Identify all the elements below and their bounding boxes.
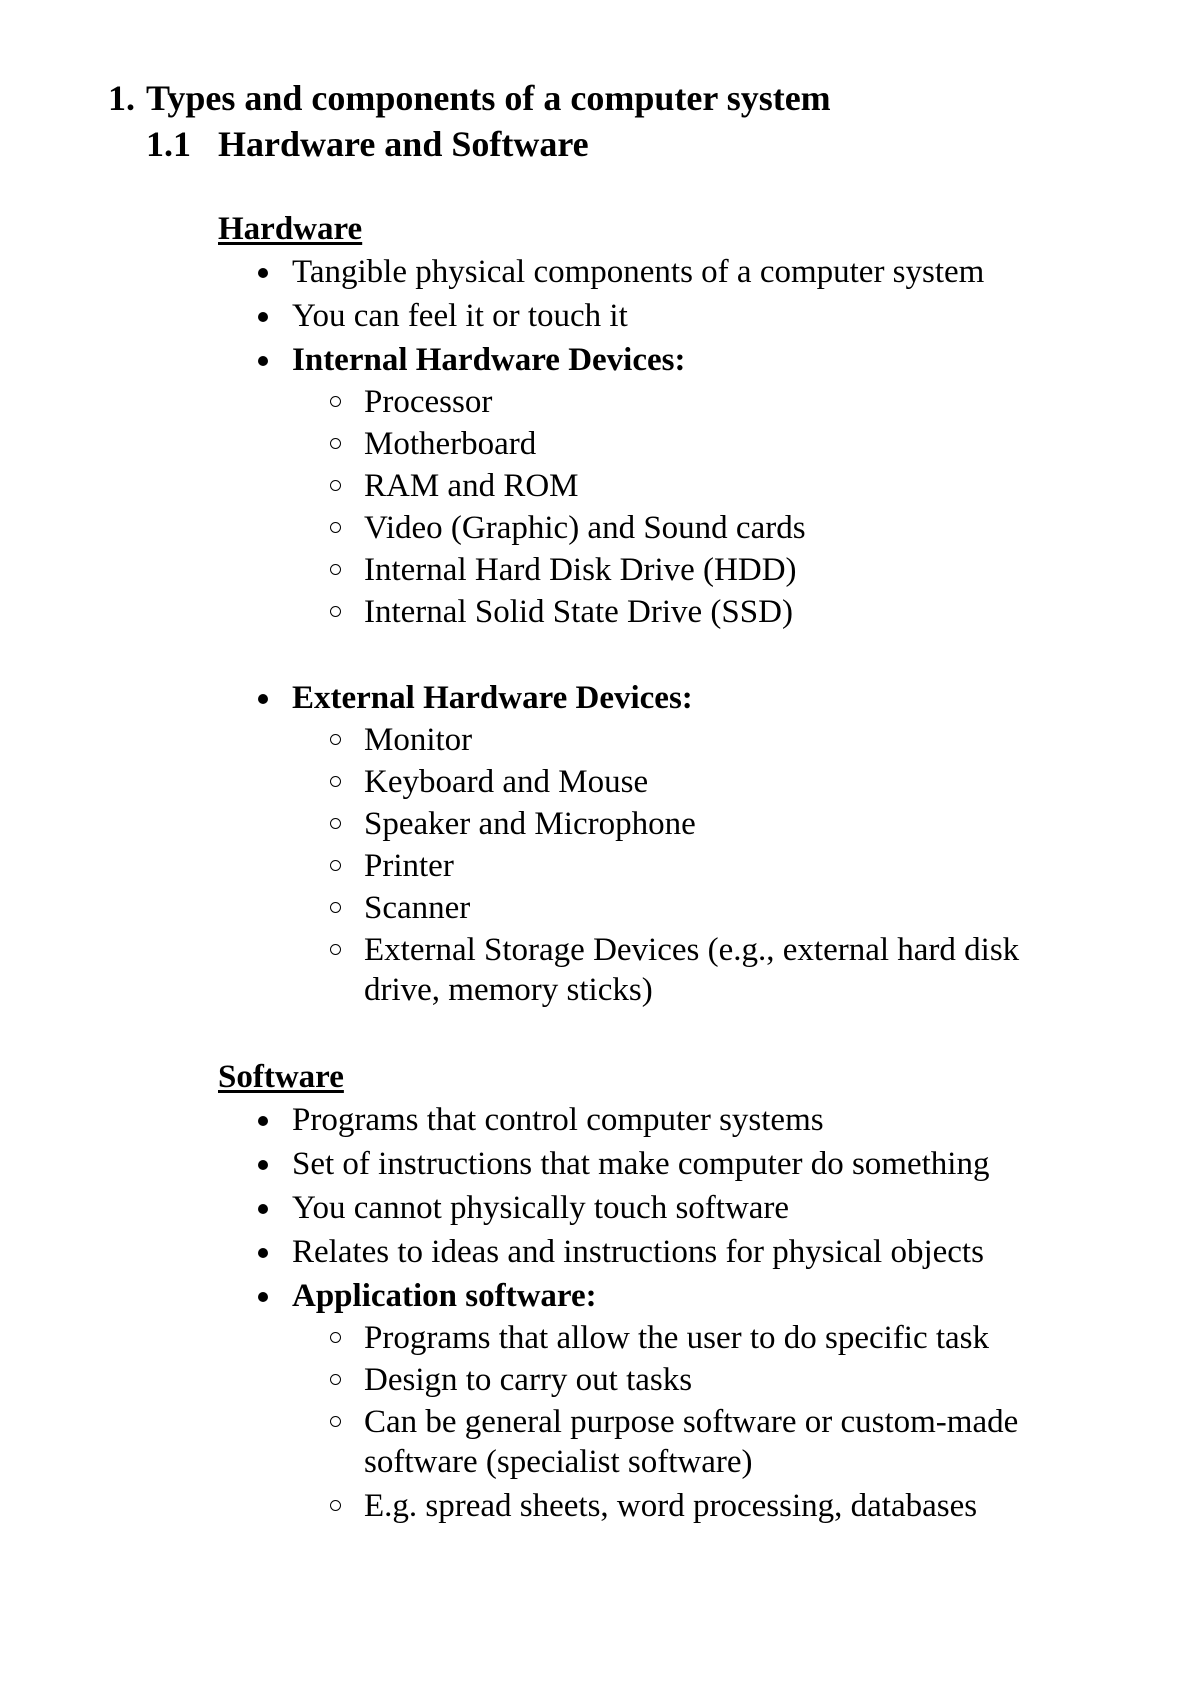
circle-bullet-icon	[330, 480, 341, 491]
document-page: 1. Types and components of a computer system 1.1 Hardware and Software Hardware Tangible physical components of a computer system You can feel it or touch it Internal Hardware Devices: Processor Motherboard RAM and ROM Video (Graphic) and Sound cards Internal Hard Disk Drive (HDD) Internal Solid State Drive (SSD) External Hardware Devices: Monitor Keyboard and Mouse Speaker and Microphone Printer Scanner External Storage Devices (e.g., external hard disk drive, memory sticks) Software Programs that control computer systems Set of instructions that make computer do something You cannot physically touch software Relates to ideas and instructions for physical objects Application software: Programs that allow the user to do specific task Design to carry out tasks Can be general purpose software or custom-made software (specialist software) E.g. spread sheets, word processing, databases	[108, 78, 1020, 1524]
bullet-icon	[258, 312, 268, 322]
circle-bullet-icon	[330, 564, 341, 575]
heading-2-number: 1.1	[146, 124, 191, 164]
circle-bullet-icon	[330, 606, 341, 617]
circle-bullet-icon	[330, 902, 341, 913]
heading-2	[146, 122, 589, 166]
bullet-icon	[258, 1160, 268, 1170]
bullet-icon	[258, 1204, 268, 1214]
bullet-icon	[258, 694, 268, 704]
circle-bullet-icon	[330, 860, 341, 871]
bullet-icon	[258, 1292, 268, 1302]
hardware-heading: Hardware	[218, 211, 363, 247]
bullet-icon	[258, 268, 268, 278]
heading-1-number: 1.	[108, 78, 135, 118]
circle-bullet-icon	[330, 438, 341, 449]
circle-bullet-icon	[330, 1416, 341, 1427]
software-heading: Software	[218, 1059, 344, 1095]
circle-bullet-icon	[330, 522, 341, 533]
circle-bullet-icon	[330, 734, 341, 745]
circle-bullet-icon	[330, 944, 341, 955]
bullet-icon	[258, 1248, 268, 1258]
circle-bullet-icon	[330, 1332, 341, 1343]
heading-1	[108, 76, 831, 120]
circle-bullet-icon	[330, 1500, 341, 1511]
circle-bullet-icon	[330, 396, 341, 407]
circle-bullet-icon	[330, 776, 341, 787]
heading-1-text: Types and components of a computer system	[146, 78, 831, 118]
bullet-icon	[258, 1116, 268, 1126]
circle-bullet-icon	[330, 818, 341, 829]
circle-bullet-icon	[330, 1374, 341, 1385]
bullet-icon	[258, 356, 268, 366]
heading-2-text: Hardware and Software	[218, 124, 589, 164]
